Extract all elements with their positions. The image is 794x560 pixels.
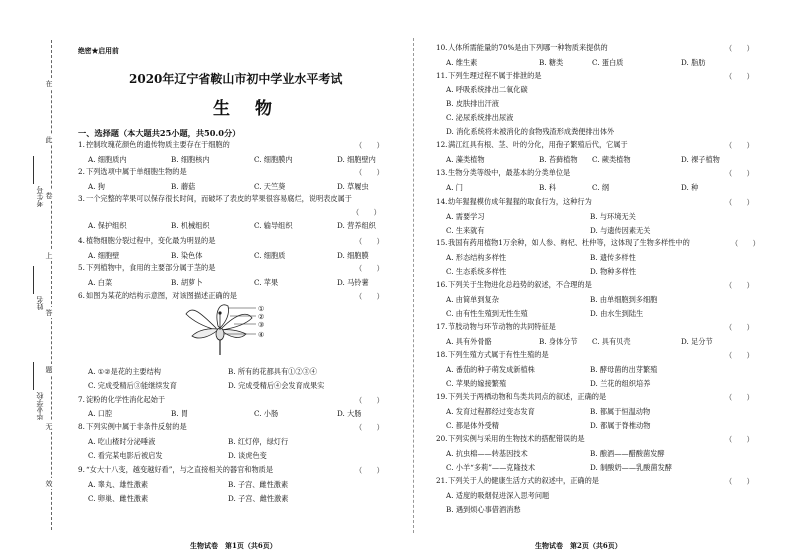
- question-number: 3.: [78, 194, 85, 203]
- answer-option: C. 细胞质: [254, 251, 286, 260]
- answer-option: A. 细胞质内: [88, 155, 127, 164]
- answer-option: D. 马铃薯: [337, 278, 369, 287]
- question-number: 13.: [436, 168, 448, 177]
- answer-option: B. 酿酒——醋酸菌发酵: [590, 449, 665, 458]
- answer-option: C. 蕨类植物: [592, 155, 631, 164]
- question-number: 19.: [436, 392, 448, 401]
- question-stem: 下列关于两栖动物和鸟类共同点的叙述，正确的是: [448, 392, 607, 401]
- answer-paren: （ ）: [355, 423, 384, 432]
- answer-option: D. 制酸奶——乳酸菌发酵: [590, 463, 672, 472]
- answer-option: C. 纲: [592, 183, 609, 192]
- answer-option: B. 都属于恒温动物: [590, 407, 651, 416]
- answer-option: D. 脂肪: [681, 58, 706, 67]
- question-stem: 幼年猩猩模仿成年猩猩的取食行为，这种行为: [448, 197, 592, 206]
- answer-paren: （ ）: [355, 292, 384, 301]
- field-line: [33, 362, 34, 390]
- answer-paren: （ ）: [725, 323, 754, 332]
- footer-right: 生物试卷 第2页（共6页）: [535, 541, 622, 550]
- answer-option: A. 形态结构多样性: [446, 253, 507, 262]
- answer-option: C. 苹果: [254, 278, 279, 287]
- question-stem: 如图为某花的结构示意图，对该图描述正确的是: [86, 291, 237, 300]
- answer-option: D. 细胞膜: [337, 251, 369, 260]
- answer-option: B. 遗传多样性: [590, 253, 636, 262]
- question-number: 16.: [436, 280, 448, 289]
- answer-option: A. 白菜: [88, 278, 113, 287]
- answer-option: C. 苹果的嫁接繁殖: [446, 379, 507, 388]
- answer-option: A. 狗: [88, 182, 105, 191]
- answer-option: C. 由有性生殖到无性生殖: [446, 309, 528, 318]
- seal-char: 卷: [45, 192, 53, 199]
- answer-paren: （ ）: [725, 477, 754, 486]
- answer-option: C. 细胞膜内: [254, 155, 293, 164]
- answer-option: D. 完成受精后④会发育成果实: [228, 381, 325, 390]
- answer-option: D. 大肠: [337, 409, 362, 418]
- seal-char: 上: [45, 252, 53, 259]
- answer-option: B. 红灯停，绿灯行: [228, 437, 289, 446]
- answer-paren: （ ）: [352, 208, 381, 217]
- answer-option: A. 由简单到复杂: [446, 295, 499, 304]
- answer-paren: （ ）: [725, 393, 754, 402]
- answer-option: A. 口腔: [88, 409, 113, 418]
- seal-char: 此: [45, 136, 53, 143]
- answer-option: B. 子宫、雌性激素: [228, 480, 289, 489]
- answer-option: A. 需要学习: [446, 212, 485, 221]
- answer-option: D. 消化系统将未被消化的食物残渣形成粪便排出体外: [446, 127, 615, 136]
- answer-paren: （ ）: [725, 44, 754, 53]
- question-number: 20.: [436, 434, 448, 443]
- question-number: 21.: [436, 476, 448, 485]
- question-stem: 下列生殖方式属于有性生殖的是: [448, 350, 549, 359]
- answer-option: A. 藻类植物: [446, 155, 485, 164]
- answer-option: D. 裸子植物: [681, 155, 720, 164]
- answer-option: B. 身体分节: [539, 337, 578, 346]
- question-stem: 下列实例与采用的生物技术的搭配错误的是: [448, 434, 585, 443]
- answer-option: C. 小肠: [254, 409, 279, 418]
- answer-option: D. 物种多样性: [590, 267, 637, 276]
- question-stem: 下列植物中，食用的主要部分属于茎的是: [86, 263, 216, 272]
- answer-option: A. 呼吸系统排出二氧化碳: [446, 85, 528, 94]
- answer-option: D. 种: [681, 183, 699, 192]
- answer-paren: （ ）: [355, 264, 384, 273]
- question-number: 12.: [436, 140, 448, 149]
- answer-option: C. 具有贝壳: [592, 337, 631, 346]
- answer-option: C. 都是体外受精: [446, 421, 499, 430]
- answer-option: B. 细胞核内: [171, 155, 210, 164]
- answer-paren: （ ）: [355, 466, 384, 475]
- field-line: [33, 266, 34, 294]
- answer-option: B. 染色体: [171, 251, 203, 260]
- question-stem: 下列关于生物进化总趋势的叙述，不合理的是: [448, 280, 592, 289]
- answer-option: D. 都属于脊椎动物: [590, 421, 651, 430]
- seal-line: [51, 40, 52, 530]
- secret-label: 绝密★启用前: [78, 47, 119, 55]
- answer-option: C. 卵巢、雌性激素: [88, 494, 149, 503]
- question-number: 6.: [78, 291, 85, 300]
- answer-option: C. 蛋白质: [592, 58, 624, 67]
- page-divider: [413, 38, 414, 533]
- answer-option: B. 胃: [171, 409, 189, 418]
- answer-paren: （ ）: [725, 198, 754, 207]
- answer-option: C. 小羊“多莉”——克隆技术: [446, 463, 536, 472]
- question-number: 10.: [436, 43, 448, 52]
- answer-option: A. 吃山楂时分泌唾液: [88, 437, 156, 446]
- question-number: 11.: [436, 71, 448, 80]
- question-number: 18.: [436, 350, 448, 359]
- footer-left: 生物试卷 第1页（共6页）: [190, 541, 277, 550]
- figure-label: ①: [258, 304, 265, 313]
- answer-option: D. 细胞壁内: [337, 155, 376, 164]
- field-label: 考生号: [36, 186, 44, 207]
- answer-option: D. 足分节: [681, 337, 713, 346]
- question-stem: 人体所需能量的70%是由下列哪一种物质来提供的: [448, 43, 608, 52]
- exam-title: 2020年辽宁省鞍山市初中学业水平考试: [129, 72, 343, 86]
- answer-option: B. 与环境无关: [590, 212, 636, 221]
- answer-option: B. 蘑菇: [171, 182, 196, 191]
- answer-option: C. 生来就有: [446, 226, 485, 235]
- question-number: 15.: [436, 238, 448, 247]
- question-stem: 生物分类等级中，最基本的分类单位是: [448, 168, 571, 177]
- answer-paren: （ ）: [725, 351, 754, 360]
- figure-label: ④: [258, 330, 265, 339]
- answer-option: B. 所有的花都具有①②③④: [228, 367, 317, 376]
- answer-option: C. 完成受精后③能继续发育: [88, 381, 177, 390]
- seal-char: 效: [45, 480, 53, 487]
- question-stem: 满江红具有根、茎、叶的分化，用孢子繁殖后代，它属于: [448, 140, 628, 149]
- answer-option: D. 兰花的组织培养: [590, 379, 651, 388]
- answer-option: A. 发育过程都经过变态发育: [446, 407, 535, 416]
- answer-option: C. 天竺葵: [254, 182, 286, 191]
- question-stem: 节肢动物与环节动物的共同特征是: [448, 322, 556, 331]
- answer-paren: （ ）: [355, 141, 384, 150]
- answer-option: A. 保护组织: [88, 221, 127, 230]
- seal-char: 题: [45, 366, 53, 373]
- answer-option: B. 科: [539, 183, 557, 192]
- answer-option: B. 苔藓植物: [539, 155, 578, 164]
- answer-option: D. 谈虎色变: [228, 451, 267, 460]
- section-heading: 一、选择题（本大题共25小题，共50.0分）: [78, 128, 241, 138]
- answer-option: C. 看完某电影后被启发: [88, 451, 163, 460]
- answer-option: C. 泌尿系统排出尿液: [446, 113, 514, 122]
- answer-option: B. 皮肤排出汗液: [446, 99, 499, 108]
- field-label: 姓名: [36, 296, 44, 310]
- question-number: 9.: [78, 465, 85, 474]
- answer-option: B. 酵母菌的出芽繁殖: [590, 365, 658, 374]
- question-number: 14.: [436, 197, 448, 206]
- answer-paren: （ ）: [725, 435, 754, 444]
- question-stem: 淀粉的化学性消化起始于: [86, 395, 166, 404]
- answer-option: A. 番茄的种子萌发成新植株: [446, 365, 535, 374]
- answer-option: A. 细胞壁: [88, 251, 120, 260]
- answer-option: A. 睾丸、雄性激素: [88, 480, 149, 489]
- question-number: 5.: [78, 263, 85, 272]
- answer-paren: （ ）: [725, 72, 754, 81]
- seal-char: 在: [45, 80, 53, 87]
- field-label: 毕业学校: [36, 392, 44, 420]
- figure-label: ③: [258, 320, 265, 329]
- question-number: 4.: [78, 236, 85, 245]
- answer-option: B. 机械组织: [171, 221, 210, 230]
- answer-option: D. 与遗传因素无关: [590, 226, 651, 235]
- answer-option: C. 生态系统多样性: [446, 267, 507, 276]
- question-stem: 下列实例中属于非条件反射的是: [86, 422, 187, 431]
- answer-option: D. 由水生到陆生: [590, 309, 644, 318]
- answer-option: D. 草履虫: [337, 182, 369, 191]
- question-number: 1.: [78, 140, 85, 149]
- answer-option: B. 由单细胞到多细胞: [590, 295, 658, 304]
- question-stem: 植物细胞分裂过程中，变化最为明显的是: [86, 236, 216, 245]
- answer-option: D. 营养组织: [337, 221, 376, 230]
- answer-option: B. 遇到烦心事借酒消愁: [446, 505, 521, 514]
- seal-char: 无: [45, 423, 53, 430]
- question-number: 8.: [78, 422, 85, 431]
- answer-paren: （ ）: [731, 239, 760, 248]
- question-number: 17.: [436, 322, 448, 331]
- subject-title: 生 物: [213, 99, 276, 119]
- answer-option: A. 维生素: [446, 58, 478, 67]
- figure-label: ②: [258, 312, 265, 321]
- seal-char: 答: [45, 309, 53, 316]
- answer-paren: （ ）: [725, 141, 754, 150]
- question-stem: 一个完整的苹果可以保存很长时间，而破坏了表皮的苹果很容易腐烂，说明表皮属于: [86, 194, 352, 203]
- question-stem: “女大十八变，越变越好看”，与之直接相关的器官和物质是: [86, 465, 274, 474]
- answer-option: A. 适度的吸烟促进深入思考问题: [446, 491, 550, 500]
- answer-option: C. 输导组织: [254, 221, 293, 230]
- question-stem: 我国有药用植物1万余种，如人参、枸杞、杜仲等，这体现了生物多样性中的: [448, 238, 690, 247]
- answer-option: A. ①②是花的主要结构: [88, 367, 161, 376]
- answer-option: D. 子宫、雌性激素: [228, 494, 289, 503]
- answer-paren: （ ）: [355, 396, 384, 405]
- question-number: 7.: [78, 395, 85, 404]
- answer-option: B. 糖类: [539, 58, 564, 67]
- answer-paren: （ ）: [355, 237, 384, 246]
- answer-paren: （ ）: [725, 281, 754, 290]
- question-stem: 控制玫瑰花颜色的遗传物质主要存在于细胞的: [86, 140, 230, 149]
- question-number: 2.: [78, 167, 85, 176]
- answer-option: A. 抗虫棉——转基因技术: [446, 449, 528, 458]
- answer-option: A. 具有外骨骼: [446, 337, 492, 346]
- answer-option: A. 门: [446, 183, 463, 192]
- answer-paren: （ ）: [725, 169, 754, 178]
- question-stem: 下列选项中属于单细胞生物的是: [86, 167, 187, 176]
- question-stem: 下列生理过程不属于排泄的是: [448, 71, 542, 80]
- question-stem: 下列关于人的健康生活方式的叙述中，正确的是: [448, 476, 599, 485]
- field-line: [33, 156, 34, 184]
- answer-paren: （ ）: [355, 168, 384, 177]
- answer-option: B. 胡萝卜: [171, 278, 203, 287]
